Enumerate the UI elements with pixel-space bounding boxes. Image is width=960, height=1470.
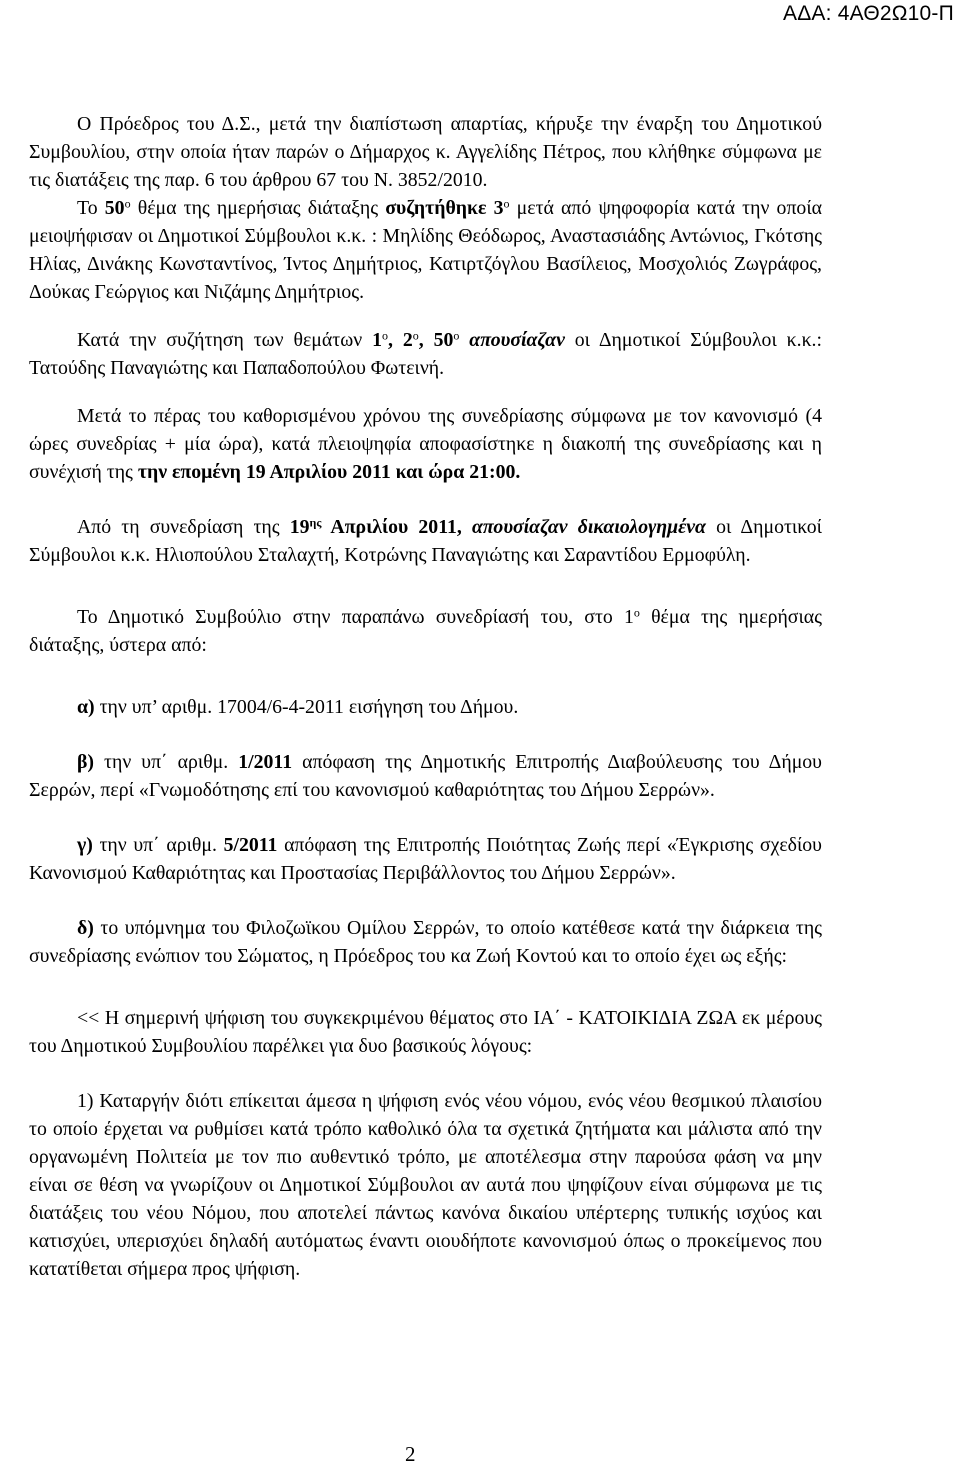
paragraph-opening: Ο Πρόεδρος του Δ.Σ., μετά την διαπίστωση απαρτίας, κήρυξε την έναρξη του Δημοτικού Συμβουλίου, στην οποία ήταν παρών ο Δήμαρχος κ. Αγγελίδης Πέτρος, που κλήθηκε σύμφωνα με τις διατάξεις της παρ. 6 του άρθρου 67 του Ν. 3852/2010.	[29, 113, 822, 191]
paragraph-council: Το Δημοτικό Συμβούλιο στην παραπάνω συνεδρίασή του, στο $1^o$ θέμα της ημερήσιας διάταξης, ύστερα από:	[29, 605, 822, 656]
paragraph-session-absent: Από τη συνεδρίαση της $19^{\eta\varsigma}$ Απριλίου 2011, απουσίαζαν δικαιολογημένα οι Δημοτικοί Σύμβουλοι κ.κ. Ηλιοπούλου Σταλαχτή, Κοτρώνης Παναγιώτης και Σαραντίδου Ερμοφύλη.	[29, 515, 822, 566]
item-c: γ) την υπ΄ αριθμ. 5/2011 απόφαση της Επιτροπής Ποιότητας Ζωής περί «Έγκρισης σχεδίου Κανονισμού Καθαριότητας και Προστασίας Περιβάλλοντος του Δήμου Σερρών».	[29, 834, 822, 884]
item-a: α) την υπ’ αριθμ. 17004/6-4-2011 εισήγηση του Δήμου.	[77, 696, 519, 718]
page-number: 2	[405, 1442, 416, 1466]
item-b: β) την υπ΄ αριθμ. 1/2011 απόφαση της Δημοτικής Επιτροπής Διαβούλευσης του Δήμου Σερρών, περί «Γνωμοδότησης επί του κανονισμού καθαριότητας του Δήμου Σερρών».	[29, 751, 822, 801]
paragraph-adjournment: Μετά το πέρας του καθορισμένου χρόνου της συνεδρίασης σύμφωνα με τον κανονισμό (4 ώρες συνεδρίας + μία ώρα), κατά πλειοψηφία αποφασίστηκε η διακοπή της συνεδρίασης και η συνέχισή της την επομένη 19 Απριλίου 2011 και ώρα 21:00.	[29, 405, 822, 483]
paragraph-absent: Κατά την συζήτηση των θεμάτων $1^o$, $2^o$, $50^o$ απουσίαζαν οι Δημοτικοί Σύμβουλοι κ.κ.: Τατούδης Παναγιώτης και Παπαδοπούλου Φωτεινή.	[29, 328, 822, 379]
document-body	[29, 110, 822, 1283]
item-d: δ) το υπόμνημα του Φιλοζωϊκου Ομίλου Σερρών, το οποίο κατέθεσε κατά την διάρκεια της συνεδρίασης ενώπιον του Σώματος, η Πρόεδρος του κα Ζωή Κοντού και το οποίο έχει ως εξής:	[29, 917, 822, 967]
paragraph-topic-vote: Το $50^o$ θέμα της ημερήσιας διάταξης συζητήθηκε $3^o$ μετά από ψηφοφορία κατά την οποία μειοψήφισαν οι Δημοτικοί Σύμβουλοι κ.κ. : Μηλίδης Θεόδωρος, Αναστασιάδης Αντώνιος, Γκότσης Ηλίας, Δινάκης Κωνσταντίνος, Ίντος Δημήτριος, Κατιρτζόγλου Βασίλειος, Μοσχολιός Ζωγράφος, Δούκας Γεώργιος και Νιζάμης Δημήτριος.	[29, 196, 823, 303]
reason-1: 1) Καταργήν διότι επίκειται άμεσα η ψήφιση ενός νέου νόμου, ενός νέου θεσμικού πλαισίου το οποίο έρχεται να ρυθμίσει κατά τρόπο καθολικό όλα τα σχετικά ζητήματα και μάλιστα από την οργανωμένη Πολιτεία με τον πιο αυθεντικό τρόπο, με αποτέλεσμα στην παρούσα φάση να μην είναι σε θέση να γνωρίζουν οι Δημοτικοί Σύμβουλοι αν αυτά που ψηφίζουν είναι σύμφωνα με τις διατάξεις του νέου Νόμου, που αποτελεί πάντως κανόνα δικαίου υπέρτερης τυπικής ισχύος και κατισχύει, υπερισχύει δηλαδή αυτόματως έναντι οιουδήποτε κανονισμού όπως ο προκείμενος που κατατίθεται σήμερα προς ψήφιση.	[29, 1090, 822, 1280]
quote-intro: << Η σημερινή ψήφιση του συγκεκριμένου θέματος στο ΙΑ΄ - ΚΑΤΟΙΚΙΔΙΑ ΖΩΑ εκ μέρους του Δημοτικού Συμβουλίου παρέλκει για δυο βασικούς λόγους:	[29, 1007, 822, 1057]
ada-code: ΑΔΑ: 4ΑΘ2Ω10-Π	[783, 2, 954, 25]
